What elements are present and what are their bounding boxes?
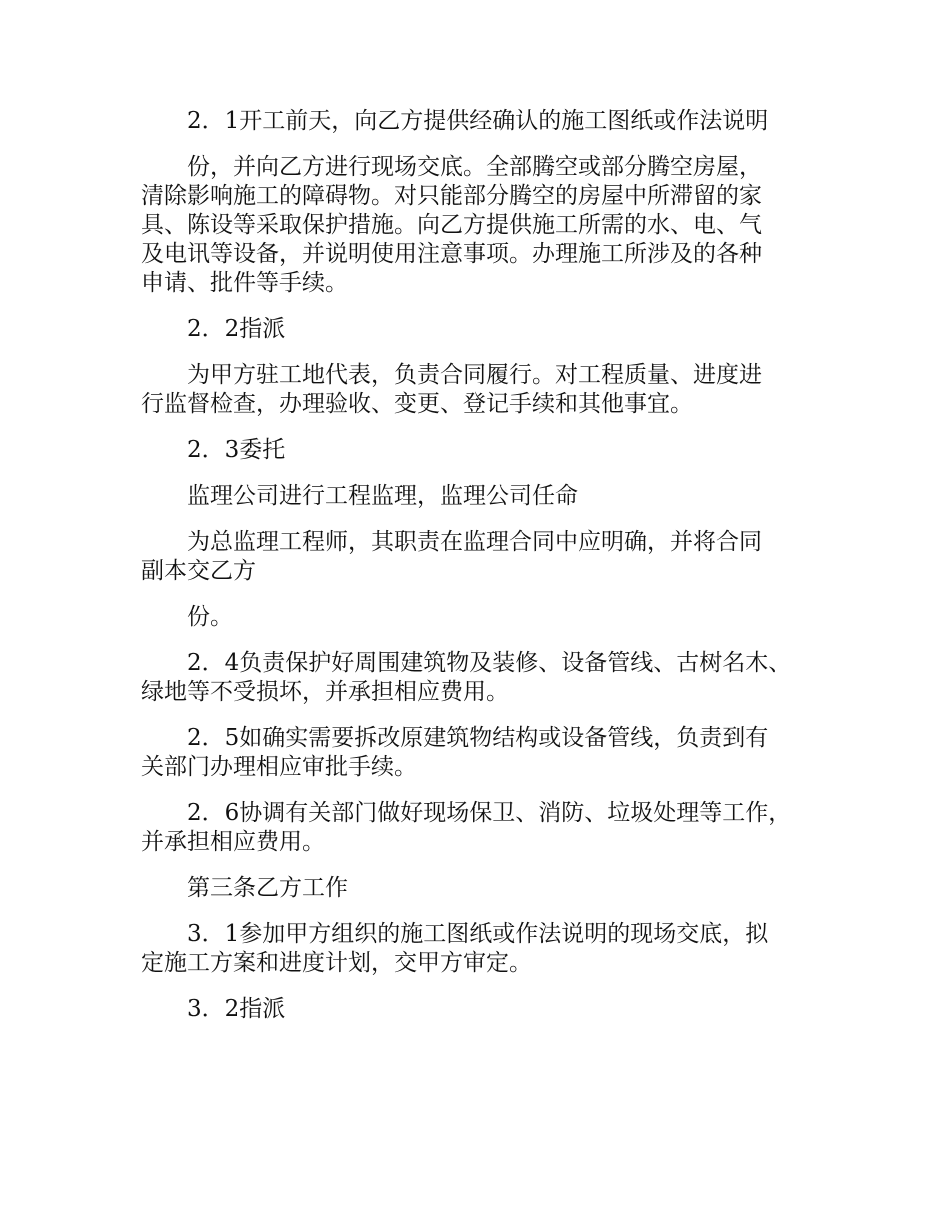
paragraph-line: 及电讯等设备，并说明使用注意事项。办理施工所涉及的各种 (141, 241, 762, 267)
paragraph-line: 2．1开工前天，向乙方提供经确认的施工图纸或作法说明 (187, 108, 769, 134)
paragraph (141, 107, 841, 136)
paragraph (141, 603, 841, 632)
paragraph (141, 482, 841, 511)
paragraph (141, 315, 841, 344)
paragraph-line: 3．1参加甲方组织的施工图纸或作法说明的现场交底，拟 (187, 921, 769, 947)
paragraph (141, 724, 841, 782)
paragraph-line: 绿地等不受损坏，并承担相应费用。 (141, 679, 509, 705)
paragraph-line: 清除影响施工的障碍物。对只能部分腾空的房屋中所滞留的家 (141, 183, 762, 209)
paragraph-line: 份。 (187, 604, 233, 630)
paragraph-line: 2．5如确实需要拆改原建筑物结构或设备管线，负责到有 (187, 725, 769, 751)
paragraph (141, 528, 841, 586)
paragraph-line: 监理公司进行工程监理，监理公司任命 (187, 483, 578, 509)
paragraph-line: 副本交乙方 (141, 558, 256, 584)
paragraph (141, 874, 841, 903)
paragraph-line: 并承担相应费用。 (141, 829, 325, 855)
paragraph-line: 2．4负责保护好周围建筑物及装修、设备管线、古树名木、 (187, 650, 792, 676)
paragraph (141, 920, 841, 978)
paragraph (141, 436, 841, 465)
paragraph (141, 649, 841, 707)
paragraph-line: 第三条乙方工作 (187, 875, 348, 901)
paragraph-line: 行监督检查，办理验收、变更、登记手续和其他事宜。 (141, 391, 693, 417)
paragraph-line: 份，并向乙方进行现场交底。全部腾空或部分腾空房屋， (187, 154, 762, 180)
paragraph (141, 361, 841, 419)
paragraph-line: 2．6协调有关部门做好现场保卫、消防、垃圾处理等工作， (187, 800, 792, 826)
paragraph (141, 799, 841, 857)
paragraph-line: 为总监理工程师，其职责在监理合同中应明确，并将合同 (187, 529, 762, 555)
paragraph-line: 具、陈设等采取保护措施。向乙方提供施工所需的水、电、气 (141, 212, 762, 238)
paragraph-line: 定施工方案和进度计划，交甲方审定。 (141, 950, 532, 976)
paragraph-line: 2．2指派 (187, 316, 286, 342)
paragraph-line: 关部门办理相应审批手续。 (141, 754, 417, 780)
paragraph (141, 153, 841, 298)
paragraph-line: 申请、批件等手续。 (141, 270, 348, 296)
paragraph-line: 为甲方驻工地代表，负责合同履行。对工程质量、进度进 (187, 362, 762, 388)
paragraph-line: 2．3委托 (187, 437, 286, 463)
paragraph-line: 3．2指派 (187, 996, 286, 1022)
document-page (141, 107, 841, 1041)
paragraph (141, 995, 841, 1024)
